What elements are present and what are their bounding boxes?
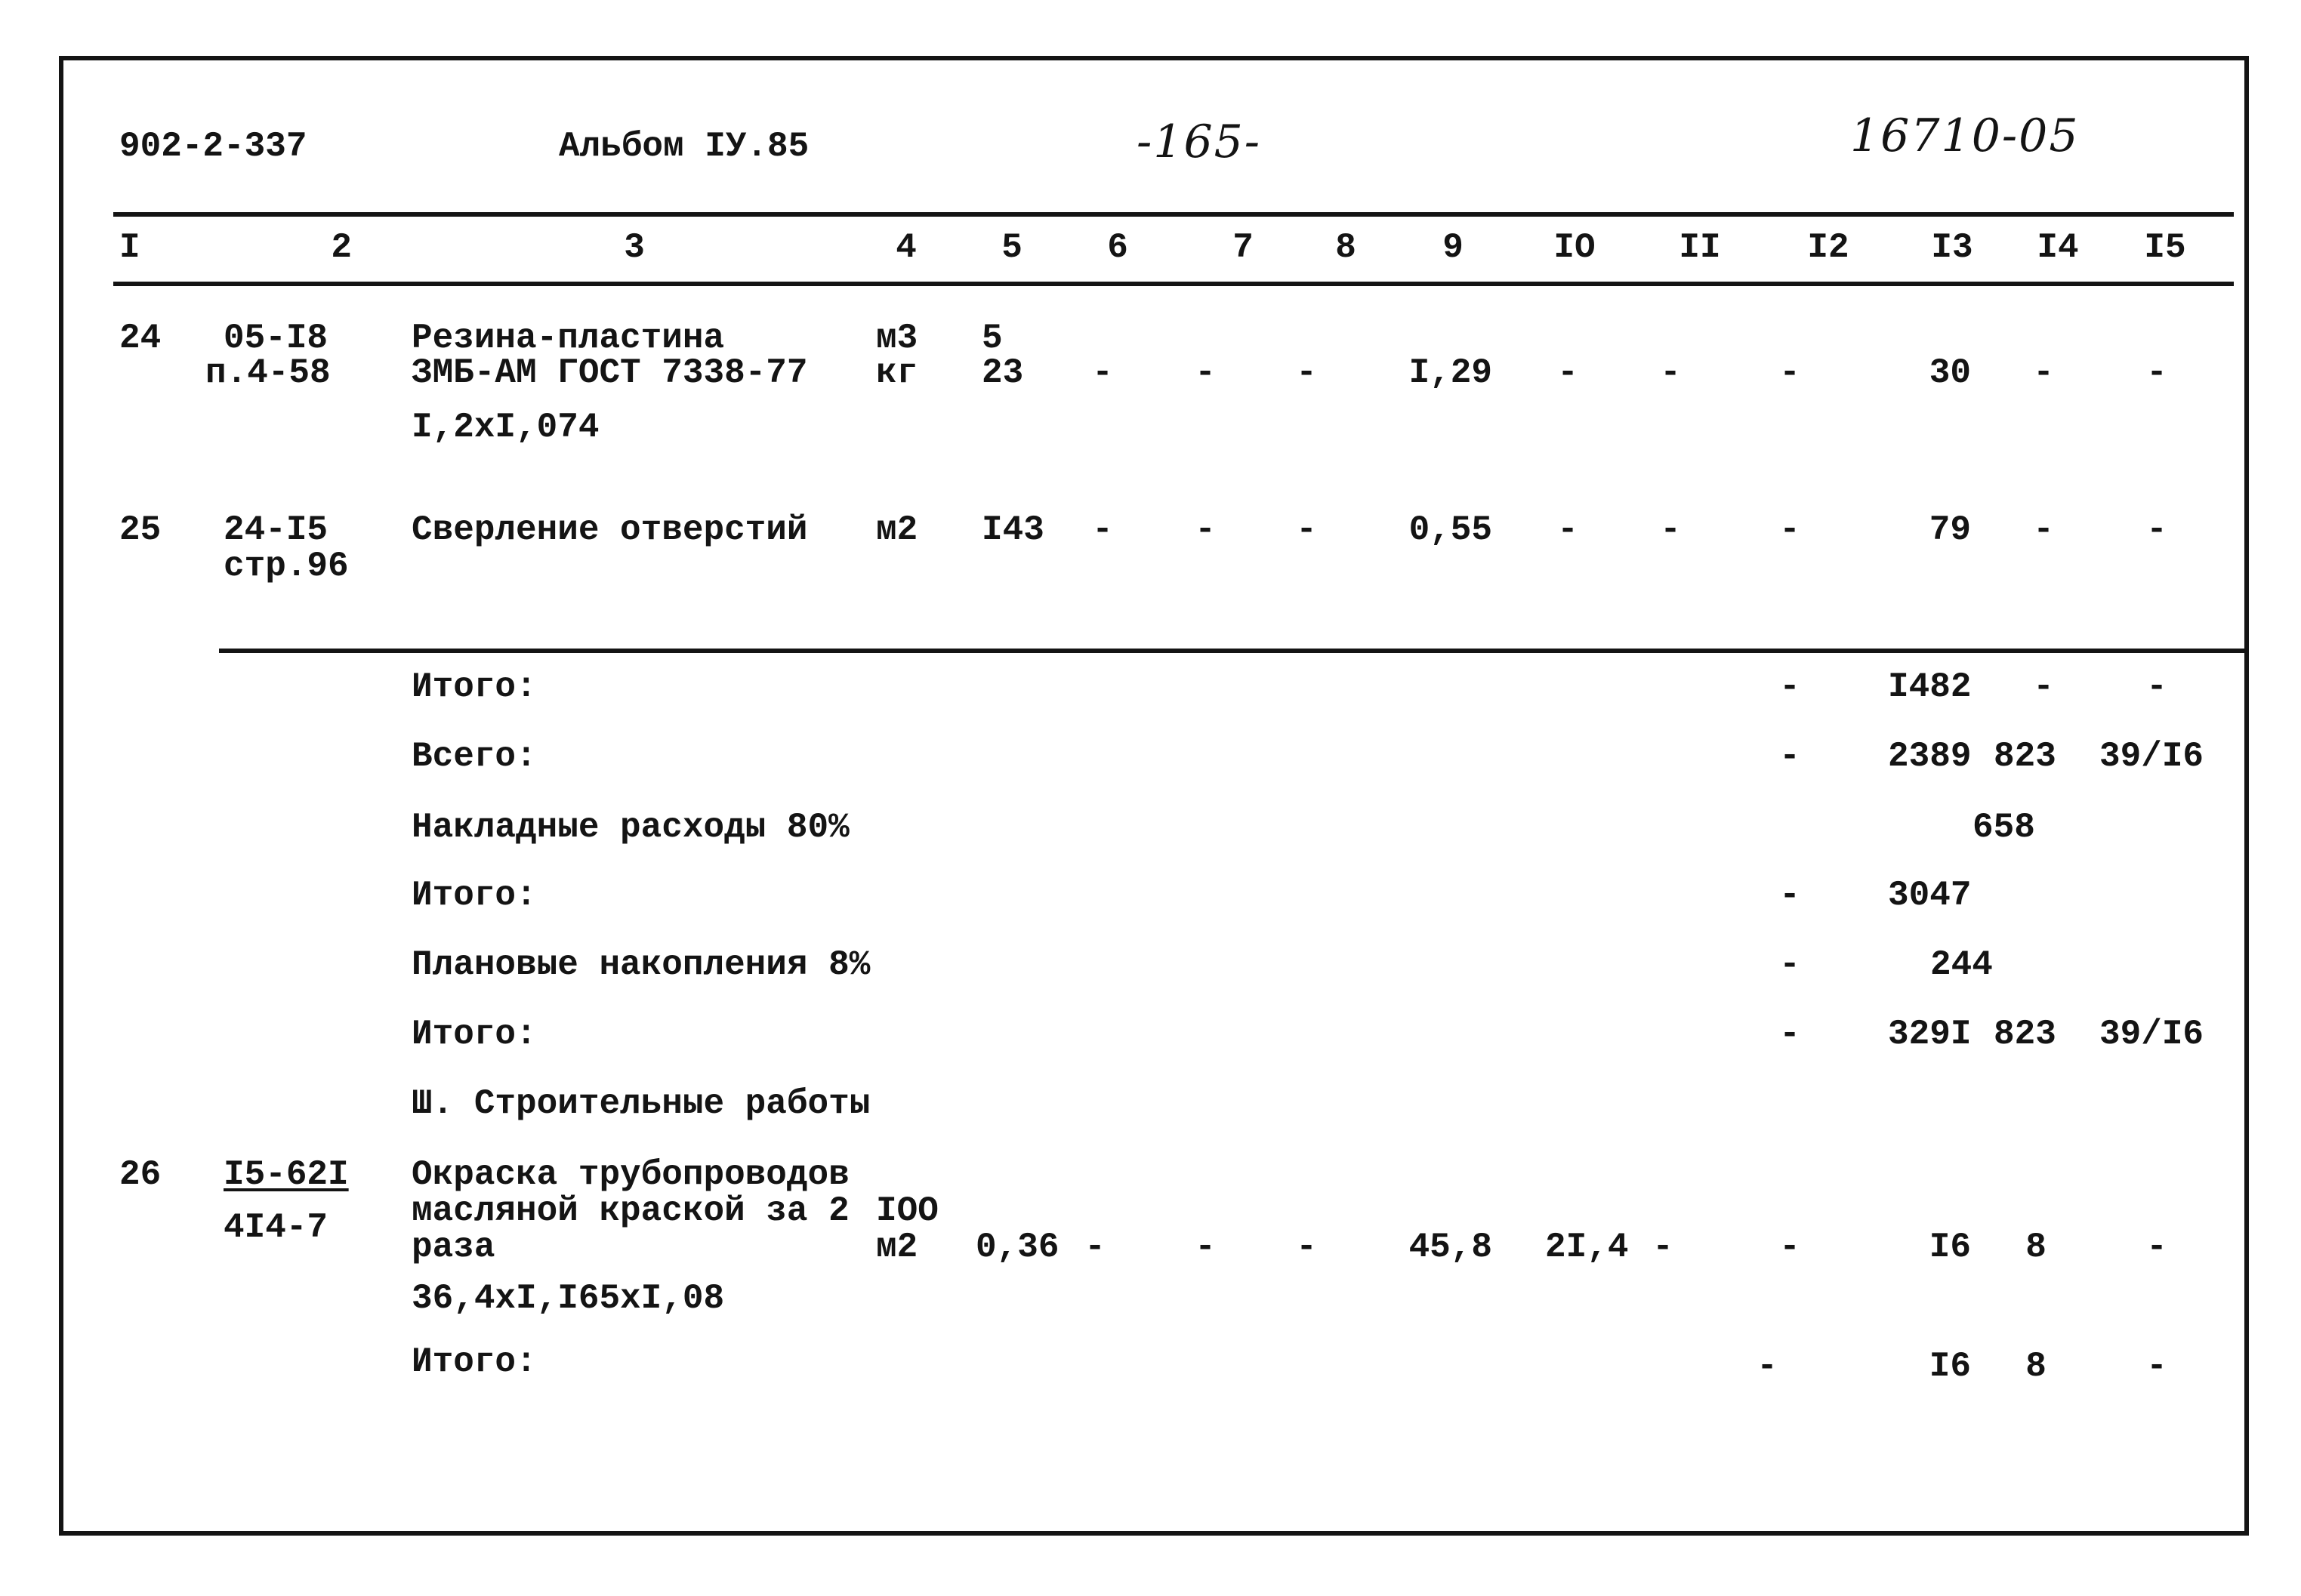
item-calculation: 36,4xI,I65xI,08: [412, 1279, 725, 1318]
cell-col-12: -: [1779, 876, 1800, 915]
cell-col-13: I482: [1888, 667, 1972, 707]
cell-col-15: -: [2146, 1228, 2167, 1267]
col-number-10: IO: [1553, 228, 1596, 267]
summary-label: Накладные расходы 80%: [412, 808, 850, 847]
album-label: Альбом IУ.85: [559, 127, 810, 166]
col-number-2: 2: [331, 228, 352, 267]
quantity: 5: [982, 319, 1003, 358]
cell-col-13: I6: [1929, 1347, 1971, 1386]
cell-col-12: -: [1757, 1347, 1778, 1386]
col-number-12: I2: [1807, 228, 1849, 267]
item-calculation: I,2xI,074: [412, 408, 600, 447]
cell-col-12: -: [1779, 510, 1800, 550]
cell-col-8: -: [1296, 353, 1317, 393]
cell-col-8: -: [1296, 1228, 1317, 1267]
cell-col-10: 2I,4: [1545, 1228, 1629, 1267]
summary-label: Итого:: [412, 667, 537, 707]
cell-col-7: -: [1195, 1228, 1216, 1267]
norm-code: 05-I8: [224, 319, 328, 358]
cell-col-15: -: [2146, 510, 2167, 550]
summary-label: Всего:: [412, 737, 537, 776]
summary-label: Плановые накопления 8%: [412, 945, 871, 984]
cell-col-15: -: [2146, 1347, 2167, 1386]
item-name: Окраска трубопроводов: [412, 1155, 850, 1194]
header-top-rule: [113, 212, 2234, 217]
cell-col-11: -: [1652, 1228, 1673, 1267]
norm-code: 24-I5: [224, 510, 328, 550]
unit: кг: [876, 353, 918, 393]
cell-col-13: 658: [1973, 808, 2035, 847]
norm-reference: стр.96: [224, 547, 349, 586]
col-number-3: 3: [624, 228, 645, 267]
cell-col-12: -: [1779, 1228, 1800, 1267]
col-number-5: 5: [1001, 228, 1022, 267]
cell-col-14: 8: [2025, 1347, 2047, 1386]
col-number-8: 8: [1335, 228, 1356, 267]
project-code: 902-2-337: [119, 127, 307, 166]
cell-col-13: 244: [1930, 945, 1993, 984]
cell-col-9: 45,8: [1408, 1228, 1492, 1267]
norm-code: I5-62I: [224, 1155, 349, 1194]
col-number-1: I: [119, 228, 140, 267]
norm-reference: 4I4-7: [224, 1208, 328, 1247]
summary-label: Итого:: [412, 876, 537, 915]
cell-col-14: -: [2033, 353, 2054, 393]
cell-col-10: -: [1557, 353, 1578, 393]
cell-col-14: 823: [1994, 1015, 2056, 1054]
norm-reference: п.4-58: [205, 353, 331, 393]
cell-col-7: -: [1195, 510, 1216, 550]
quantity: I43: [982, 510, 1044, 550]
cell-col-13: 30: [1929, 353, 1971, 393]
section-heading: Ш. Строительные работы: [412, 1084, 871, 1123]
cell-col-6: -: [1092, 353, 1113, 393]
cell-col-6: -: [1084, 1228, 1106, 1267]
cell-col-13: I6: [1929, 1228, 1971, 1267]
unit: IOO: [876, 1191, 939, 1231]
cell-col-9: I,29: [1408, 353, 1492, 393]
cell-col-15: 39/I6: [2099, 1015, 2204, 1054]
page-number: -165-: [1137, 116, 1262, 168]
cell-col-14: -: [2033, 510, 2054, 550]
summary-label: Итого:: [412, 1015, 537, 1054]
item-name: раза: [412, 1228, 495, 1267]
cell-col-14: 8: [2025, 1228, 2047, 1267]
col-number-7: 7: [1232, 228, 1254, 267]
summary-label: Итого:: [412, 1342, 537, 1382]
cell-col-13: 79: [1929, 510, 1971, 550]
quantity: 23: [982, 353, 1024, 393]
quantity: 0,36: [976, 1228, 1060, 1267]
cell-col-8: -: [1296, 510, 1317, 550]
cell-col-13: 3047: [1888, 876, 1972, 915]
col-number-6: 6: [1107, 228, 1128, 267]
cell-col-9: 0,55: [1408, 510, 1492, 550]
row-number: 26: [119, 1155, 162, 1194]
cell-col-12: -: [1779, 353, 1800, 393]
cell-col-14: 823: [1994, 737, 2056, 776]
col-number-9: 9: [1442, 228, 1464, 267]
cell-col-10: -: [1557, 510, 1578, 550]
cell-col-12: -: [1779, 667, 1800, 707]
cell-col-11: -: [1660, 353, 1681, 393]
row-number: 25: [119, 510, 162, 550]
header-bottom-rule: [113, 282, 2234, 286]
unit: м2: [876, 1228, 918, 1267]
unit: м3: [876, 319, 918, 358]
col-number-11: II: [1679, 228, 1721, 267]
estimate-sheet: [59, 56, 2249, 1536]
cell-col-7: -: [1195, 353, 1216, 393]
col-number-15: I5: [2144, 228, 2186, 267]
item-name: ЗМБ-АМ ГОСТ 7338-77: [412, 353, 808, 393]
cell-col-6: -: [1092, 510, 1113, 550]
cell-col-13: 2389: [1888, 737, 1972, 776]
cell-col-11: -: [1660, 510, 1681, 550]
item-name: масляной краской за 2: [412, 1191, 850, 1231]
cell-col-15: -: [2146, 667, 2167, 707]
cell-col-12: -: [1779, 737, 1800, 776]
cell-col-15: -: [2146, 353, 2167, 393]
sheet-code: 16710-05: [1850, 109, 2080, 162]
cell-col-14: -: [2033, 667, 2054, 707]
subtotal-rule: [219, 649, 2249, 653]
col-number-14: I4: [2037, 228, 2079, 267]
row-number: 24: [119, 319, 162, 358]
item-name: Резина-пластина: [412, 319, 725, 358]
col-number-13: I3: [1931, 228, 1973, 267]
col-number-4: 4: [896, 228, 917, 267]
cell-col-12: -: [1779, 945, 1800, 984]
item-name: Сверление отверстий: [412, 510, 808, 550]
cell-col-15: 39/I6: [2099, 737, 2204, 776]
cell-col-13: 329I: [1888, 1015, 1972, 1054]
cell-col-12: -: [1779, 1015, 1800, 1054]
unit: м2: [876, 510, 918, 550]
